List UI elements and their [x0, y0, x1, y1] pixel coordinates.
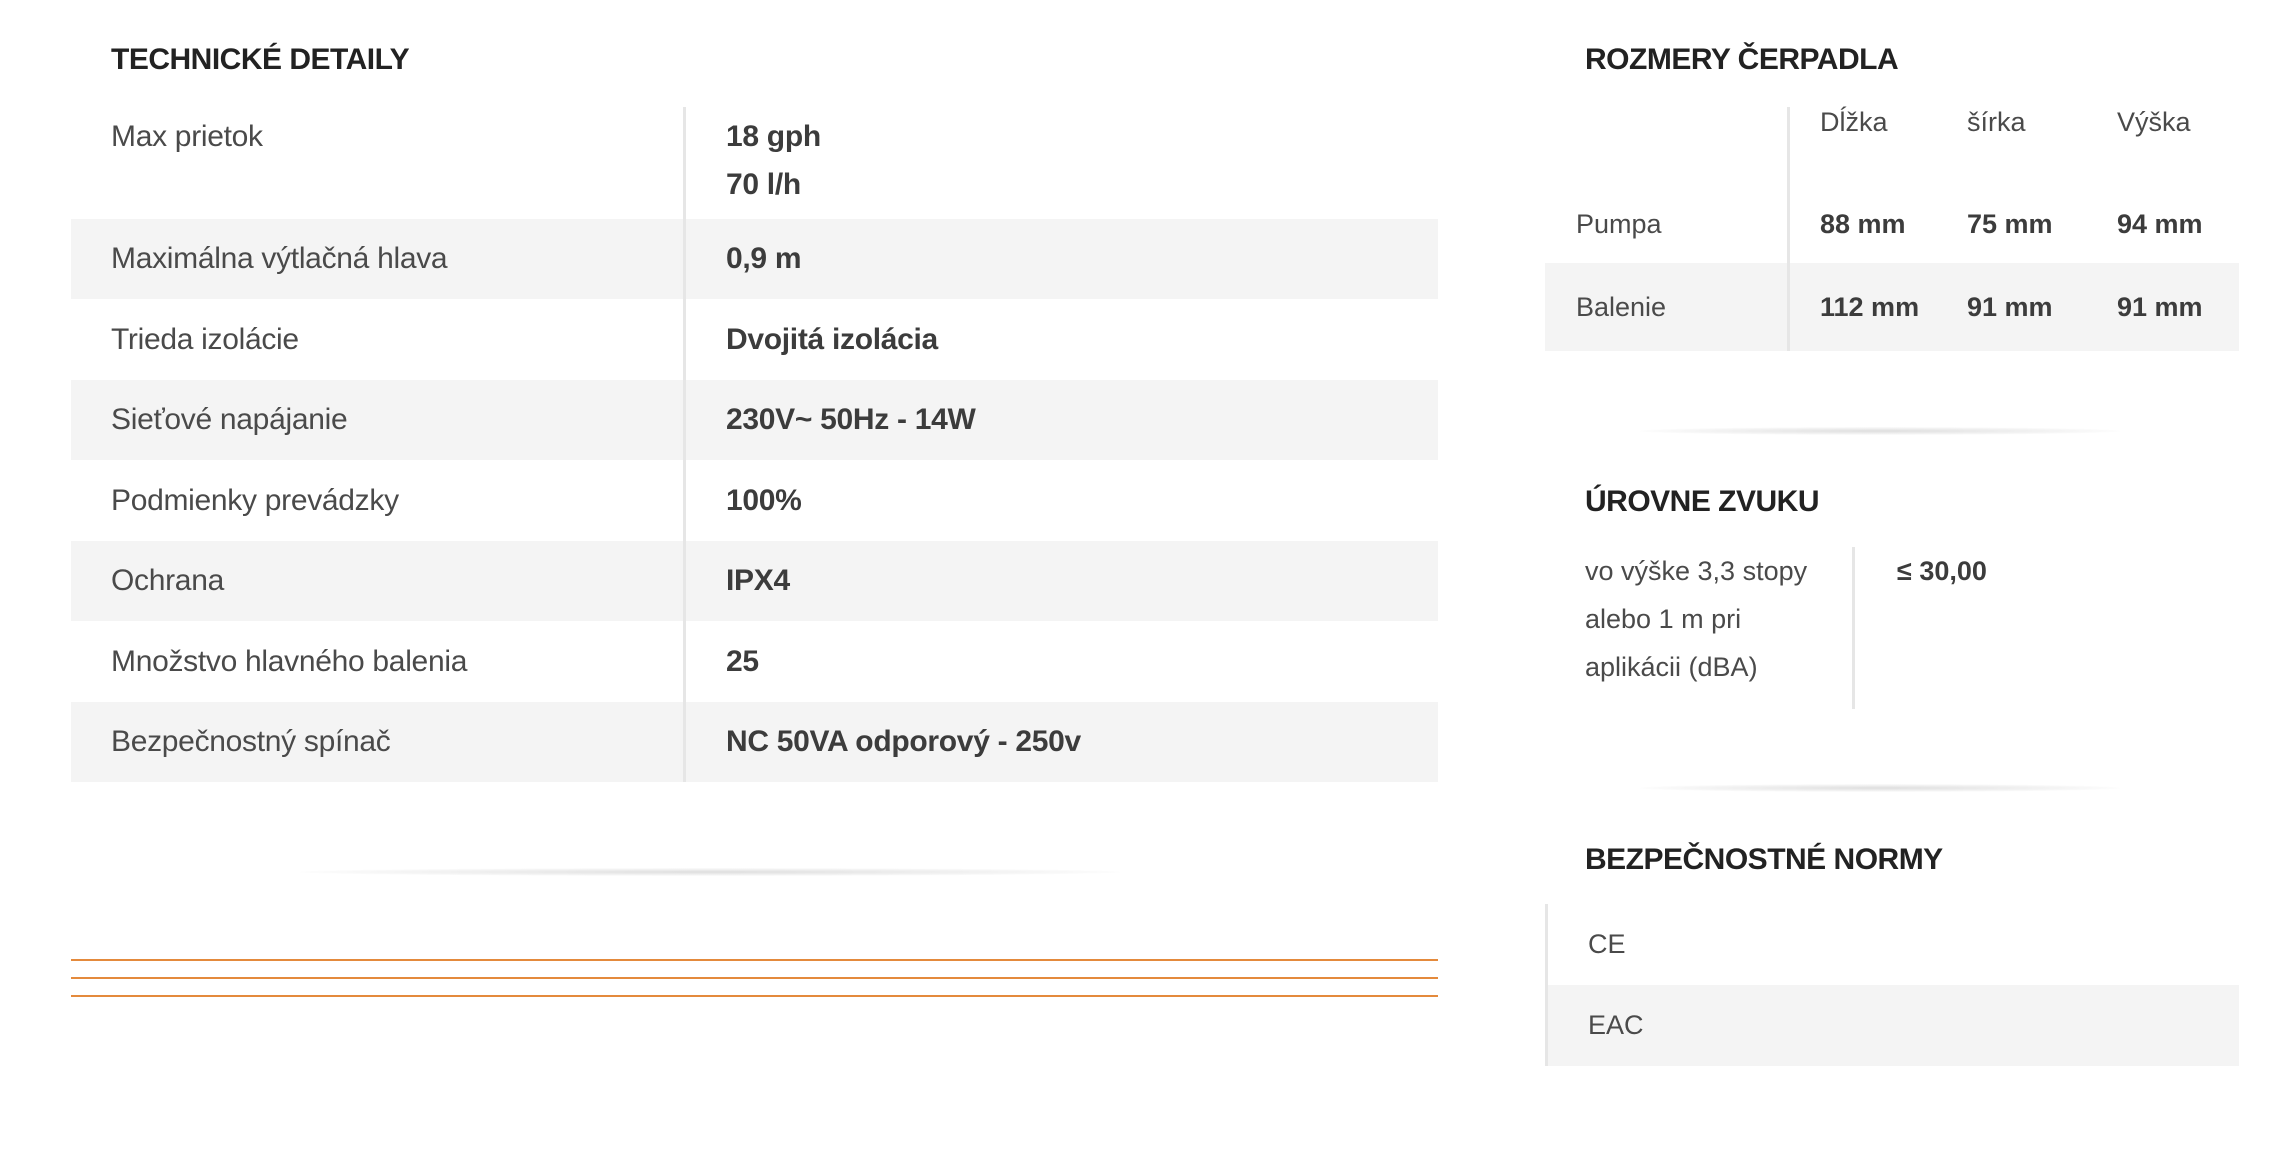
table-row — [71, 460, 1438, 541]
table-row — [71, 621, 1438, 702]
row-label: Max prietok — [71, 107, 686, 219]
row-label: Podmienky prevádzky — [71, 460, 686, 541]
cell-value: 112 mm — [1820, 291, 1920, 322]
list-item: CE — [1588, 929, 1626, 959]
row-label: Ochrana — [71, 541, 686, 621]
sound-levels-block — [1585, 547, 1987, 709]
safety-norms-list — [1545, 904, 2239, 1066]
dimensions-table — [1545, 107, 2239, 351]
sound-value: ≤ 30,00 — [1897, 556, 1987, 586]
sound-levels-title: ÚROVNE ZVUKU — [1585, 485, 1820, 518]
table-row — [71, 380, 1438, 460]
row-value: 18 gph 70 l/h — [726, 120, 821, 201]
dimensions-title: ROZMERY ČERPADLA — [1585, 43, 1899, 76]
row-value: NC 50VA odporový - 250v — [726, 725, 1081, 758]
row-label: Množstvo hlavného balenia — [71, 621, 686, 702]
row-value: 230V~ 50Hz - 14W — [726, 403, 976, 436]
accent-line — [71, 995, 1438, 997]
sound-label-line: vo výške 3,3 stopy — [1585, 556, 1808, 586]
row-label: Sieťové napájanie — [71, 380, 686, 460]
row-value: 100% — [726, 483, 802, 517]
column-header: Výška — [2117, 107, 2191, 137]
accent-line — [71, 959, 1438, 961]
sound-label — [1585, 547, 1855, 709]
row-value: 0,9 m — [726, 242, 802, 275]
safety-norms-title: BEZPEČNOSTNÉ NORMY — [1585, 843, 1943, 876]
cell-value: 91 mm — [1967, 291, 2053, 322]
row-label: Bezpečnostný spínač — [71, 702, 686, 782]
table-row — [1545, 157, 2239, 263]
section-divider — [1640, 784, 2120, 792]
cell-value: 91 mm — [2117, 291, 2203, 322]
table-header-row — [1545, 107, 2239, 157]
cell-value: 88 mm — [1820, 208, 1906, 239]
sound-label-line: aplikácii (dBA) — [1585, 652, 1758, 682]
row-label: Balenie — [1545, 263, 1790, 351]
table-row — [1545, 263, 2239, 351]
table-row — [71, 107, 1438, 219]
cell-value: 75 mm — [1967, 208, 2053, 239]
section-divider — [300, 868, 1120, 876]
row-value: 25 — [726, 644, 759, 678]
list-item: EAC — [1548, 985, 2239, 1066]
header-empty-cell — [1545, 107, 1790, 157]
sound-label-line: alebo 1 m pri — [1585, 604, 1742, 634]
table-row — [71, 702, 1438, 782]
technical-details-title: TECHNICKÉ DETAILY — [111, 43, 410, 76]
row-value: Dvojitá izolácia — [726, 322, 938, 356]
table-row — [71, 219, 1438, 299]
row-label: Trieda izolácie — [71, 299, 686, 380]
technical-details-table — [71, 107, 1438, 782]
accent-line — [71, 977, 1438, 979]
cell-value: 94 mm — [2117, 208, 2203, 239]
row-label: Pumpa — [1545, 157, 1790, 263]
row-label: Maximálna výtlačná hlava — [71, 219, 686, 299]
table-row — [71, 299, 1438, 380]
column-header: šírka — [1967, 107, 2026, 137]
table-row — [71, 541, 1438, 621]
section-divider — [1640, 427, 2120, 435]
row-value: IPX4 — [726, 564, 790, 597]
column-header: Dĺžka — [1820, 107, 1888, 137]
